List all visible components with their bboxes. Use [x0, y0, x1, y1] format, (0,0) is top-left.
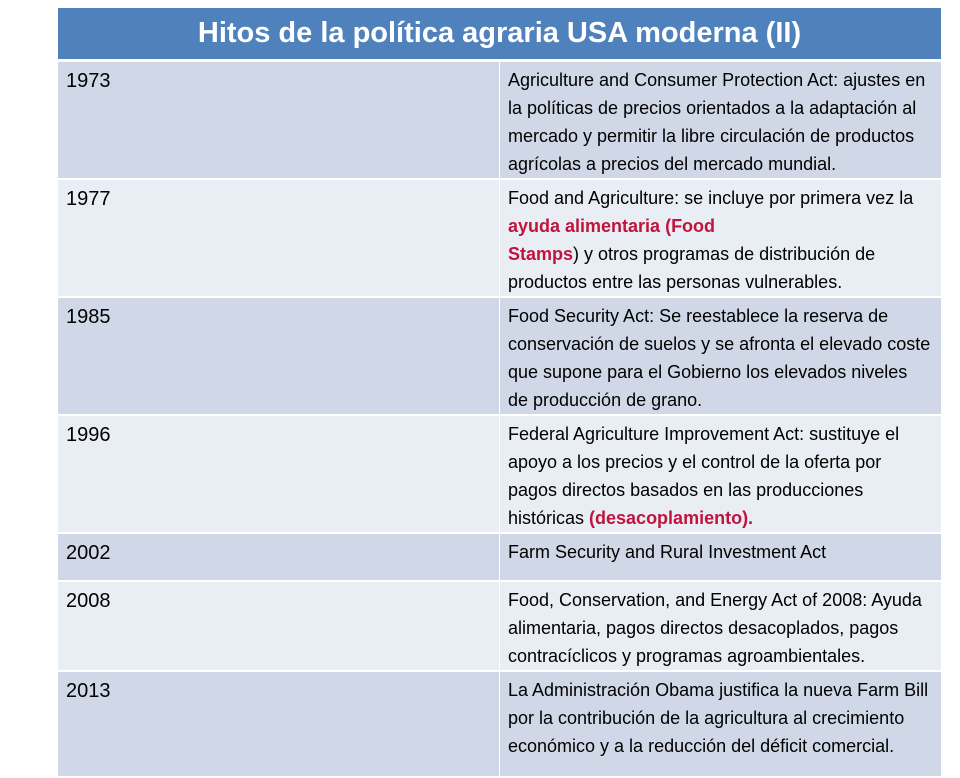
- table-row: [58, 533, 941, 581]
- year-cell: 1985: [58, 297, 500, 415]
- highlight-text: Stamps: [508, 244, 574, 264]
- table-row: [58, 61, 941, 180]
- description-cell: Food, Conservation, and Energy Act of 2008: Ayuda alimentaria, pagos directos desacoplados, pagos contracíclicos y programas agroambientales.: [500, 581, 942, 671]
- description-text: Food and Agriculture: se incluye por primera vez la: [508, 188, 914, 208]
- table-header-row: [58, 8, 941, 61]
- year-cell: 1996: [58, 415, 500, 533]
- year-cell: 1973: [58, 61, 500, 180]
- table-row: [58, 415, 941, 533]
- year-cell: 2008: [58, 581, 500, 671]
- description-cell: [500, 415, 942, 533]
- highlight-text: (desacoplamiento).: [589, 508, 754, 528]
- description-cell: [500, 179, 942, 297]
- milestones-table: [58, 8, 941, 778]
- table-row: [58, 179, 941, 297]
- description-cell: La Administración Obama justifica la nueva Farm Bill por la contribución de la agricultura al crecimiento económico y a la reducción del déficit comercial.: [500, 671, 942, 777]
- year-cell: 1977: [58, 179, 500, 297]
- table-row: [58, 581, 941, 671]
- description-cell: Farm Security and Rural Investment Act: [500, 533, 942, 581]
- description-cell: Food Security Act: Se reestablece la reserva de conservación de suelos y se afronta el elevado coste que supone para el Gobierno los elevados niveles de producción de grano.: [500, 297, 942, 415]
- description-cell: Agriculture and Consumer Protection Act: ajustes en la políticas de precios orientados a la adaptación al mercado y permitir la libre circulación de productos agrícolas a precios del mercado mundial.: [500, 61, 942, 180]
- year-cell: 2013: [58, 671, 500, 777]
- table-row: [58, 297, 941, 415]
- description-text: ): [573, 244, 580, 264]
- year-cell: 2002: [58, 533, 500, 581]
- description-text: Federal Agriculture Improvement Act: sustituye el apoyo a los precios y el control de la oferta por pagos directos basados en las producciones históricas: [508, 424, 900, 528]
- slide-title: Hitos de la política agraria USA moderna (II): [58, 8, 941, 61]
- table-row: [58, 671, 941, 777]
- description-text: y otros programas de distribución de productos entre las personas vulnerables.: [508, 244, 876, 292]
- highlight-text: ayuda alimentaria (Food: [508, 216, 716, 236]
